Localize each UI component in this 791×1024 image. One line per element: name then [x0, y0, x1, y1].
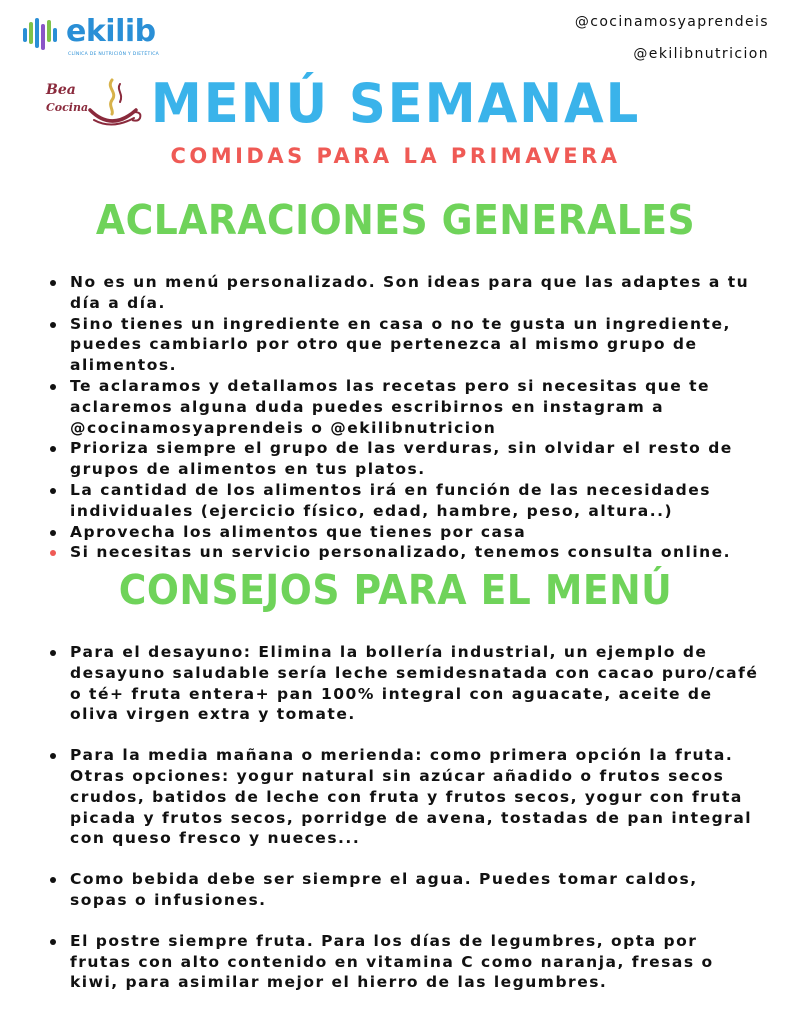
list-item: Para el desayuno: Elimina la bollería industrial, un ejemplo de desayuno saludable sería leche semidesnatada con cacao puro/café o té+ fruta entera+ pan 100% integral con aguacate, aceite de oliva virgen extra y tomate.: [50, 642, 762, 725]
instagram-handle-1: @cocinamosyaprendeis: [574, 14, 769, 30]
bea-logo-line1: Bea: [46, 82, 76, 98]
section-heading-consejos: CONSEJOS PARA EL MENÚ: [118, 566, 673, 614]
list-item: No es un menú personalizado. Son ideas para que las adaptes a tu día a día.: [50, 272, 762, 314]
section-heading-aclaraciones: ACLARACIONES GENERALES: [95, 196, 696, 244]
list-item: Para la media mañana o merienda: como primera opción la fruta. Otras opciones: yogur natural sin azúcar añadido o frutos secos crudos, batidos de leche con fruta y frutos secos, yogur con fruta picada y frutos secos, porridge de avena, tostadas de pan integral con queso fresco y nueces...: [50, 745, 762, 849]
logo-text: ekilib: [66, 14, 156, 49]
consejos-list: [50, 642, 762, 1013]
logo-tagline: CLÍNICA DE NUTRICIÓN Y DIETÉTICA: [68, 52, 160, 57]
page-subtitle: COMIDAS PARA LA PRIMAVERA: [170, 144, 621, 168]
instagram-handle-2: @ekilibnutricion: [633, 46, 769, 62]
list-item: Prioriza siempre el grupo de las verduras, sin olvidar el resto de grupos de alimentos en tus platos.: [50, 438, 762, 480]
page-title: MENÚ SEMANAL: [150, 72, 641, 135]
list-item: Sino tienes un ingrediente en casa o no te gusta un ingrediente, puedes cambiarlo por otro que pertenezca al mismo grupo de alimentos.: [50, 314, 762, 376]
list-item: Si necesitas un servicio personalizado, tenemos consulta online.: [50, 542, 762, 563]
list-item: Aprovecha los alimentos que tienes por casa: [50, 522, 762, 543]
list-item: Como bebida debe ser siempre el agua. Puedes tomar caldos, sopas o infusiones.: [50, 869, 762, 911]
list-item: La cantidad de los alimentos irá en función de las necesidades individuales (ejercicio físico, edad, hambre, peso, altura..): [50, 480, 762, 522]
ekilib-logo: [22, 16, 162, 58]
list-item: Te aclaramos y detallamos las recetas pero si necesitas que te aclaremos alguna duda puedes escribirnos en instagram a @cocinamosyaprendeis o @ekilibnutricion: [50, 376, 762, 438]
aclaraciones-list: [50, 272, 762, 563]
bea-logo-line2: Cocina: [46, 101, 89, 114]
list-item: El postre siempre fruta. Para los días de legumbres, opta por frutas con alto contenido en vitamina C como naranja, fresas o kiwi, para asimilar mejor el hierro de las legumbres.: [50, 931, 762, 993]
bars-logo-icon: [22, 18, 62, 54]
